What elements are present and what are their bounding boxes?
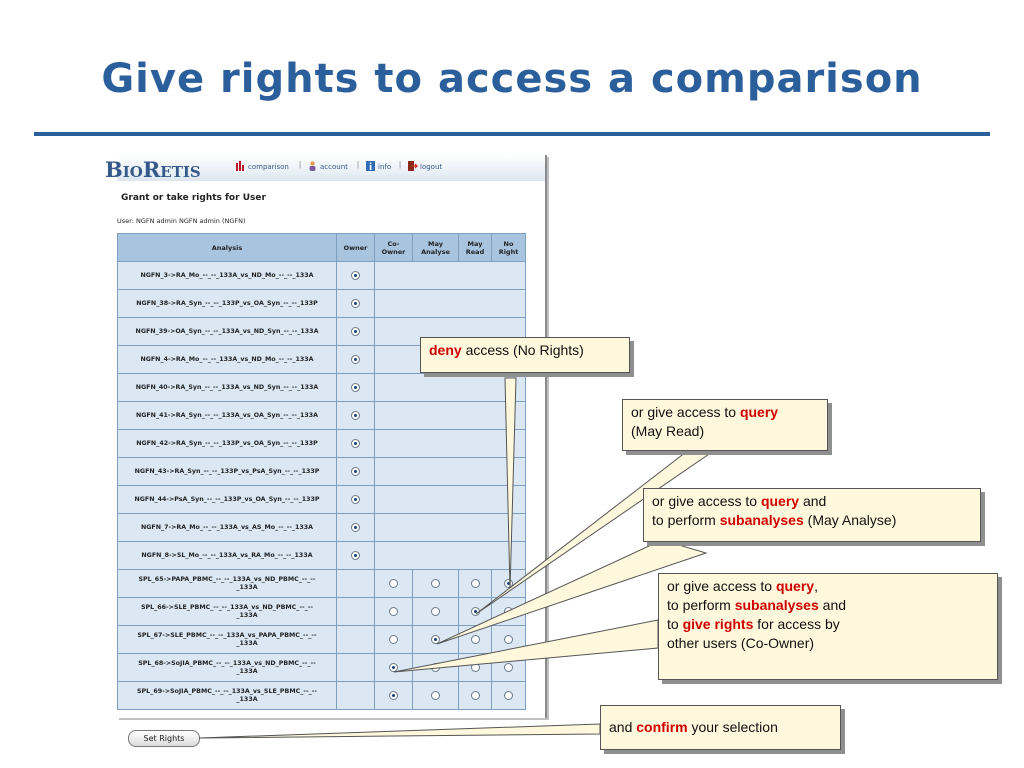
callout-text: and [818, 597, 847, 613]
callout-text: to perform [652, 512, 720, 528]
callout-keyword: query [739, 404, 779, 420]
column-header: May Analyse [413, 234, 459, 262]
column-header: Analysis [118, 234, 337, 262]
callout-keyword: deny [429, 342, 462, 358]
column-header: No Right [492, 234, 526, 262]
nav-account-label: account [320, 163, 348, 171]
column-header: May Read [459, 234, 492, 262]
callout-text: or give access to [667, 578, 776, 594]
callout-text: and [799, 493, 827, 509]
analysis-name: SPL_65->PAPA_PBMC_--_--_133A_vs_ND_PBMC_--_-- _133A [118, 570, 337, 598]
callout-text: and [609, 719, 637, 735]
callout-keyword: subanalyses [734, 597, 819, 613]
callout-text: your selection [687, 719, 778, 735]
analysis-name: NGFN_7->RA_Mo_--_--_133A_vs_AS_Mo_--_--_133A [118, 514, 337, 542]
callout-text: , [814, 578, 818, 594]
callout-keyword: query [775, 578, 815, 594]
analysis-name: NGFN_3->RA_Mo_--_--_133A_vs_ND_Mo_--_--_133A [118, 262, 337, 290]
slide-title: Give rights to access a comparison [101, 56, 923, 102]
analysis-name: NGFN_40->RA_Syn_--_--_133A_vs_ND_Syn_--_--_133A [118, 374, 337, 402]
callout-text: other users (Co-Owner) [667, 635, 815, 651]
pointer-deny [505, 378, 516, 590]
analysis-name: NGFN_8->SL_Mo_--_--_133A_vs_RA_Mo_--_--_133A [118, 542, 337, 570]
pointer-confirm [199, 724, 600, 738]
nav-separator: | [399, 160, 402, 169]
callout-text: access (No Rights) [461, 342, 584, 358]
bioretis-logo: BIORETIS [105, 157, 201, 182]
analysis-name: NGFN_38->RA_Syn_--_--_133P_vs_OA_Syn_--_--_133P [118, 290, 337, 318]
nav-info-label: info [378, 163, 392, 171]
analysis-name: SPL_67->SLE_PBMC_--_--_133A_vs_PAPA_PBMC_--_-- _133A [118, 626, 337, 654]
callout-text: or give access to [652, 493, 761, 509]
analysis-name: SPL_66->SLE_PBMC_--_--_133A_vs_ND_PBMC_--_-- _133A [118, 598, 337, 626]
analysis-name: NGFN_4->RA_Mo_--_--_133A_vs_ND_Mo_--_--_133A [118, 346, 337, 374]
analysis-name: NGFN_44->PsA_Syn_--_--_133P_vs_OA_Syn_--_--_133P [118, 486, 337, 514]
nav-separator: | [357, 160, 360, 169]
callout-text: (May Read) [631, 423, 705, 439]
callout-keyword: query [760, 493, 800, 509]
callout-keyword: subanalyses [719, 512, 804, 528]
callout-text: (May Analyse) [803, 512, 897, 528]
analysis-name: SPL_69->SoJIA_PBMC_--_--_133A_vs_SLE_PBMC_--_-- _133A [118, 682, 337, 710]
nav-logout-label: logout [420, 163, 443, 171]
set-rights-button[interactable]: Set Rights [128, 730, 200, 747]
callout-text: for access by [753, 616, 840, 632]
callout-analyse [643, 488, 981, 542]
callout-keyword: confirm [636, 719, 688, 735]
callout-text: to perform [667, 597, 735, 613]
callout-keyword: give rights [682, 616, 754, 632]
user-line: User: NGFN admin NGFN admin (NGFN) [117, 217, 246, 225]
callout-text: to [667, 616, 683, 632]
analysis-name: SPL_68->SoJIA_PBMC_--_--_133A_vs_ND_PBMC_--_-- _133A [118, 654, 337, 682]
column-header: Owner [337, 234, 375, 262]
callout-read [622, 399, 828, 451]
callout-confirm [600, 705, 841, 750]
pointer-coowner [394, 620, 658, 672]
analysis-name: NGFN_39->OA_Syn_--_--_133A_vs_ND_Syn_--_--_133A [118, 318, 337, 346]
callout-coowner [658, 573, 998, 680]
callout-deny [420, 337, 630, 373]
analysis-name: NGFN_41->RA_Syn_--_--_133A_vs_OA_Syn_--_--_133A [118, 402, 337, 430]
nav-separator: | [299, 160, 302, 169]
column-header: Co- Owner [375, 234, 413, 262]
nav-comparison-label: comparison [248, 163, 289, 171]
analysis-name: NGFN_43->RA_Syn_--_--_133P_vs_PsA_Syn_--_--_133P [118, 458, 337, 486]
analysis-name: NGFN_42->RA_Syn_--_--_133P_vs_OA_Syn_--_--_133P [118, 430, 337, 458]
page-heading: Grant or take rights for User [121, 193, 266, 203]
callout-text: or give access to [631, 404, 740, 420]
